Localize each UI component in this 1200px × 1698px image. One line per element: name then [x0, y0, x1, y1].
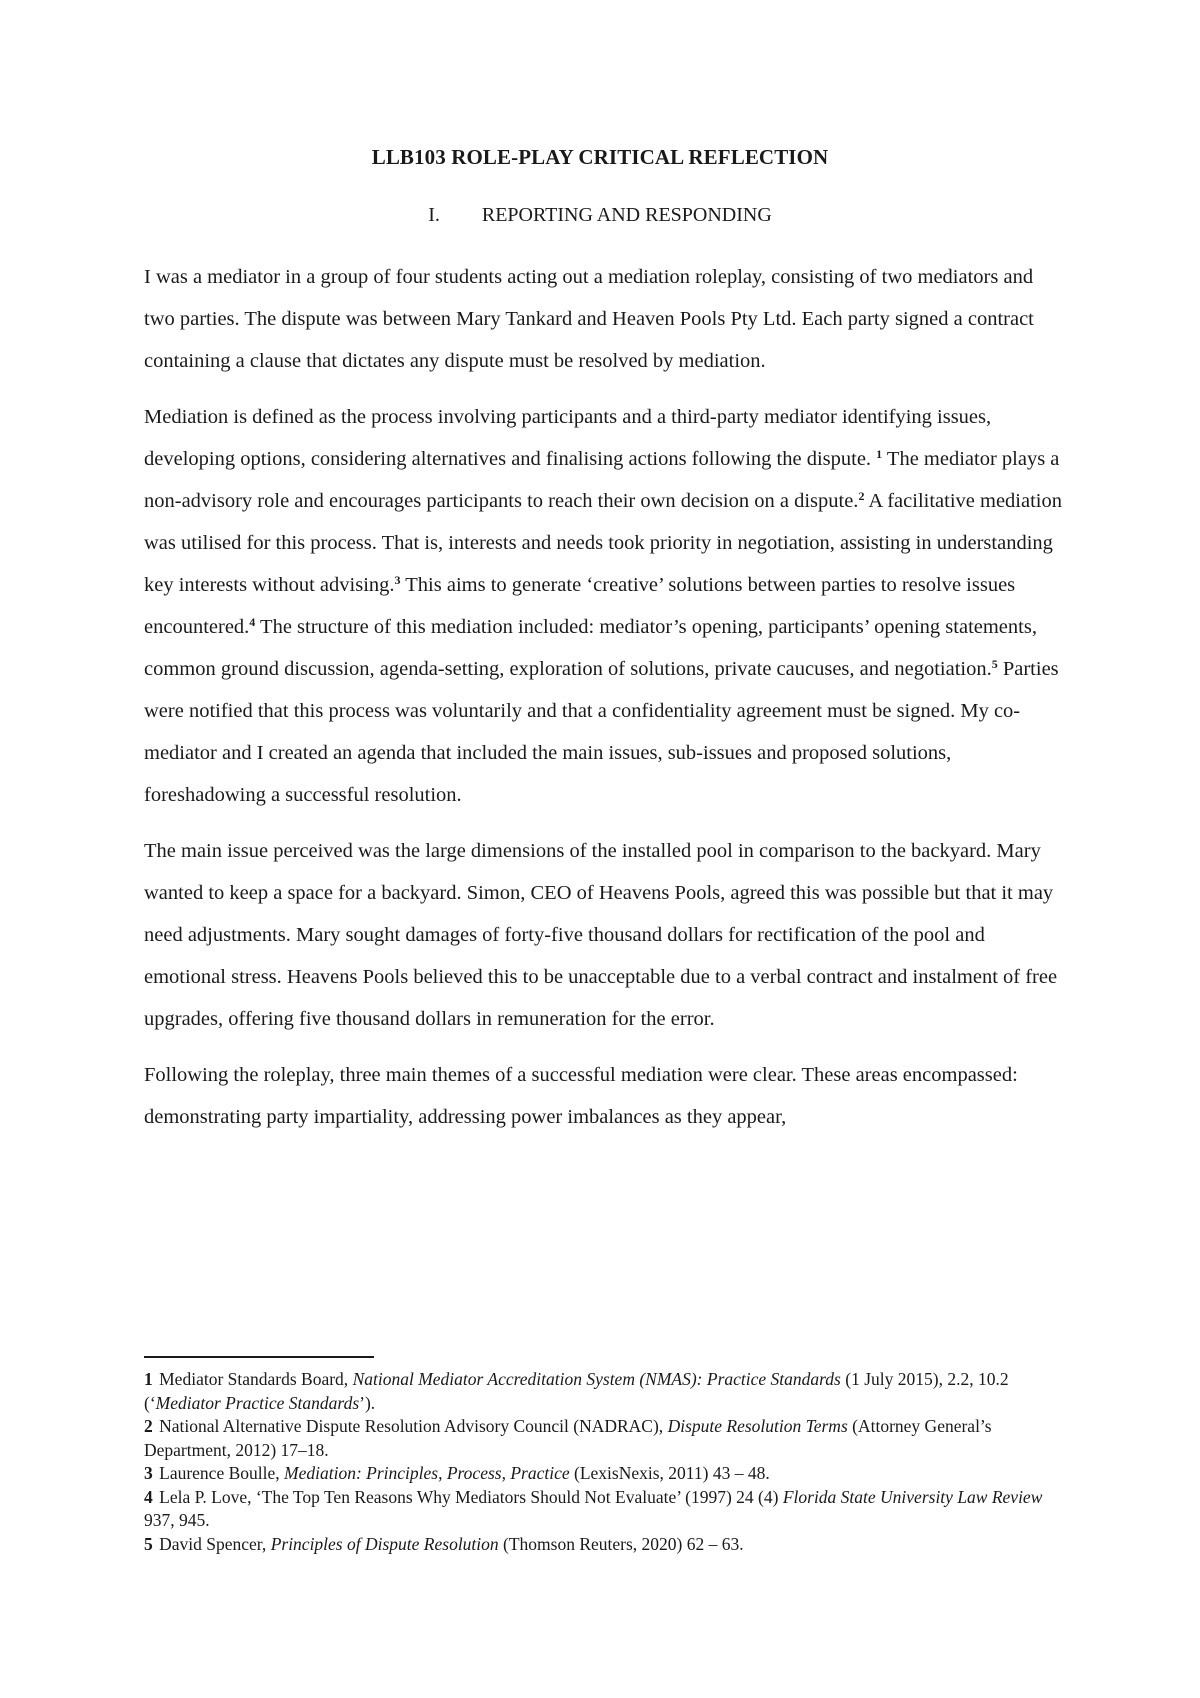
footnote-text: 937, 945. [144, 1510, 210, 1530]
footnote-ref-5[interactable]: 5 [991, 657, 998, 671]
footnote-italic: Mediation: Principles, Process, Practice [284, 1463, 570, 1483]
footnote-text: Mediator Standards Board, [154, 1369, 353, 1389]
paragraph-text: The main issue perceived was the large dimensions of the installed pool in comparison to the backyard. Mary wanted to keep a space for a backyard. Simon, CEO of Heavens Pools, agreed this was possible but that it may need adjustments. Mary sought damages of forty-five thousand dollars for rectification of the pool and emotional stress. Heavens Pools believed this to be unacceptable due to a verbal contract and instalment of free upgrades, offering five thousand dollars in remuneration for the error. [144, 840, 1058, 1030]
footnote-italic: Principles of Dispute Resolution [270, 1533, 499, 1554]
footnote-text: (1 July 2015), 2.2, 10.2 (‘ [144, 1369, 1009, 1413]
footnote-number: 4 [144, 1486, 153, 1507]
paragraph-3 [144, 830, 1064, 1040]
footnote-ref-4[interactable]: 4 [249, 615, 256, 629]
paragraph-1 [144, 256, 1064, 382]
paragraph-2 [144, 396, 1064, 816]
footnote-text: (Attorney General’s Department, 2012) 17–18. [144, 1416, 992, 1460]
footnote-1 [144, 1368, 1064, 1415]
footnote-5 [144, 1533, 1064, 1557]
paragraph-4 [144, 1054, 1064, 1138]
footnote-ref-3[interactable]: 3 [394, 573, 401, 587]
paragraph-text: A facilitative mediation was utilised for this process. That is, interests and needs took priority in negotiation, assisting in understanding key interests without advising. [144, 490, 1062, 596]
footnote-ref-2[interactable]: 2 [858, 489, 865, 503]
paragraph-text: Following the roleplay, three main themes of a successful mediation were clear. These areas encompassed: demonstrating party impartiality, addressing power imbalances as they appear, [144, 1064, 1018, 1128]
paragraph-text: The structure of this mediation included: mediator’s opening, participants’ opening statements, common ground discussion, agenda-setting, exploration of solutions, private caucuses, and negotiation. [144, 616, 1037, 680]
footnote-4 [144, 1486, 1064, 1533]
footnote-number: 1 [144, 1369, 153, 1389]
paragraph-text: Parties were notified that this process was voluntarily and that a confidentiality agreement must be signed. My co-mediator and I created an agenda that included the main issues, sub-issues and proposed solutions, foreshadowing a successful resolution. [144, 658, 1059, 806]
footnote-ref-1[interactable]: 1 [876, 447, 883, 461]
footnote-number: 3 [144, 1463, 153, 1483]
footnote-italic: Dispute Resolution Terms [667, 1416, 848, 1436]
document-title: LLB103 ROLE-PLAY CRITICAL REFLECTION [371, 145, 829, 169]
footnote-number: 2 [144, 1416, 153, 1436]
footnote-2 [144, 1415, 1064, 1462]
paragraph-text: The mediator plays a non-advisory role and encourages participants to reach their own decision on a dispute. [144, 448, 1060, 512]
footnote-number: 5 [144, 1533, 153, 1554]
section-title: REPORTING AND RESPONDING [481, 204, 772, 226]
footnote-text: (LexisNexis, 2011) 43 – 48. [569, 1463, 770, 1483]
footnote-text: Laurence Boulle, [154, 1463, 285, 1483]
paragraph-text: This aims to generate ‘creative’ solutions between parties to resolve issues encountered. [144, 574, 1016, 638]
footnote-italic: Florida State University Law Review [782, 1486, 1043, 1507]
footnote-text: National Alternative Dispute Resolution Advisory Council (NADRAC), [154, 1416, 668, 1436]
footnote-text: (Thomson Reuters, 2020) 62 – 63. [498, 1533, 744, 1554]
section-heading [0, 202, 1200, 228]
footnote-separator [144, 1356, 374, 1358]
footnote-italic: Mediator Practice Standards [155, 1392, 360, 1413]
section-number: I. [428, 204, 440, 226]
footnote-text: ’). [359, 1392, 376, 1413]
footnote-text: Lela P. Love, ‘The Top Ten Reasons Why Mediators Should Not Evaluate’ (1997) 24 (4) [154, 1486, 783, 1507]
footnote-text: David Spencer, [154, 1533, 271, 1554]
footnote-italic: National Mediator Accreditation System (NMAS): Practice Standards [352, 1369, 841, 1389]
paragraph-text: I was a mediator in a group of four students acting out a mediation roleplay, consisting of two mediators and two parties. The dispute was between Mary Tankard and Heaven Pools Pty Ltd. Each party signed a contract containing a clause that dictates any dispute must be resolved by mediation. [144, 266, 1034, 372]
footnotes [144, 1368, 1064, 1556]
paragraph-text: Mediation is defined as the process involving participants and a third-party mediator identifying issues, developing options, considering alternatives and finalising actions following the dispute. [144, 406, 992, 470]
footnote-3 [144, 1462, 1064, 1486]
body-text [144, 256, 1064, 1152]
